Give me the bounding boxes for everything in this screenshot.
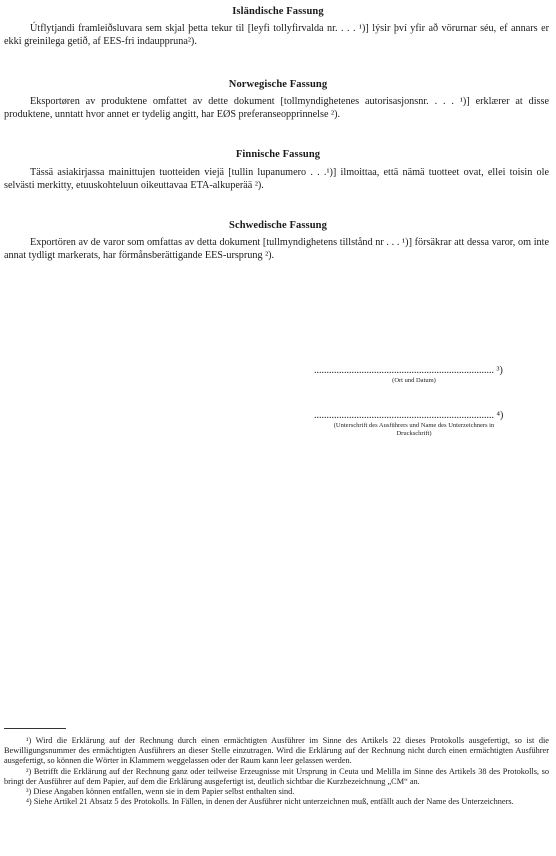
place-date-caption: (Ort und Datum) bbox=[392, 377, 436, 384]
section-body-icelandic: Útflytjandi framleiðsluvara sem skjal þetta tekur til [leyfi tollyfirvalda nr. . . . ¹)] lýsir því yfir að vörurnar séu, ef annars er ekki greinilega getið, af EES-fri indauppruna²). bbox=[4, 23, 549, 47]
section-body-finnish: Tässä asiakirjassa mainittujen tuotteiden viejä [tullin lupanumero . . .¹)] ilmoittaa, että nämä tuotteet ovat, ellei toisin ole selvästi merkitty, etuuskohteluun oikeuttavaa ETA-alkuperää ²). bbox=[4, 167, 549, 191]
signature-caption: (Unterschrift des Ausführers und Name des Unterzeichners in Druckschrift) bbox=[333, 422, 495, 437]
footnote-2: ²) Betrifft die Erklärung auf der Rechnung ganz oder teilweise Erzeugnisse mit Ursprung in Ceuta und Melilla im Sinne des Artikels 38 des Protokolls, so bringt der Ausführer auf dem Papier, auf dem die Erklärung ausgefertigt ist, deutlich sichtbar die Kurzbezeichnung „CM“ an. bbox=[4, 766, 549, 786]
section-heading-finnish: Finnische Fassung bbox=[235, 149, 321, 160]
section-heading-norwegian: Norwegische Fassung bbox=[228, 79, 328, 90]
section-body-swedish: Exportören av de varor som omfattas av detta dokument [tullmyndighetens tillstånd nr . . . ¹)] försäkrar att dessa varor, om inte annat tydligt markerats, har förmånsberättigande EES-ursprung ²). bbox=[4, 237, 549, 261]
footnotes bbox=[4, 736, 549, 807]
section-heading-icelandic: Isländische Fassung bbox=[232, 6, 324, 17]
footnote-4: ⁴) Siehe Artikel 21 Absatz 5 des Protokolls. In Fällen, in denen der Ausführer nicht unterzeichnen muß, entfällt auch der Name des Unterzeichners. bbox=[26, 797, 514, 807]
footnote-divider bbox=[4, 728, 66, 729]
footnote-1: ¹) Wird die Erklärung auf der Rechnung durch einen ermächtigten Ausführer im Sinne des Artikels 22 dieses Protokolls ausgefertigt, so ist die Bewilligungsnummer des ermächtigten Ausführers an dieser Stelle einzutragen. Wird die Erklärung auf der Rechnung nicht durch einen ermächtigten Ausführer ausgefertigt, so können die Wörter in Klammern weggelassen oder der Raum kann leer gelassen werden. bbox=[4, 736, 549, 766]
section-heading-swedish: Schwedische Fassung bbox=[229, 220, 327, 231]
section-body-norwegian: Eksportøren av produktene omfattet av dette dokument [tollmyndighetenes autorisasjonsnr. . . . ¹)] erklærer at disse produktene, unntatt hvor annet er tydelig angitt, har EØS preferanseopprinnelse ²). bbox=[4, 96, 549, 120]
signature-line: ........................................................................ ⁴) bbox=[314, 410, 504, 421]
place-date-line: ........................................................................ ³) bbox=[314, 365, 503, 376]
signature-block bbox=[314, 411, 514, 438]
footnote-3: ³) Diese Angaben können entfallen, wenn sie in dem Papier selbst enthalten sind. bbox=[26, 787, 295, 797]
place-date-block bbox=[314, 366, 514, 385]
